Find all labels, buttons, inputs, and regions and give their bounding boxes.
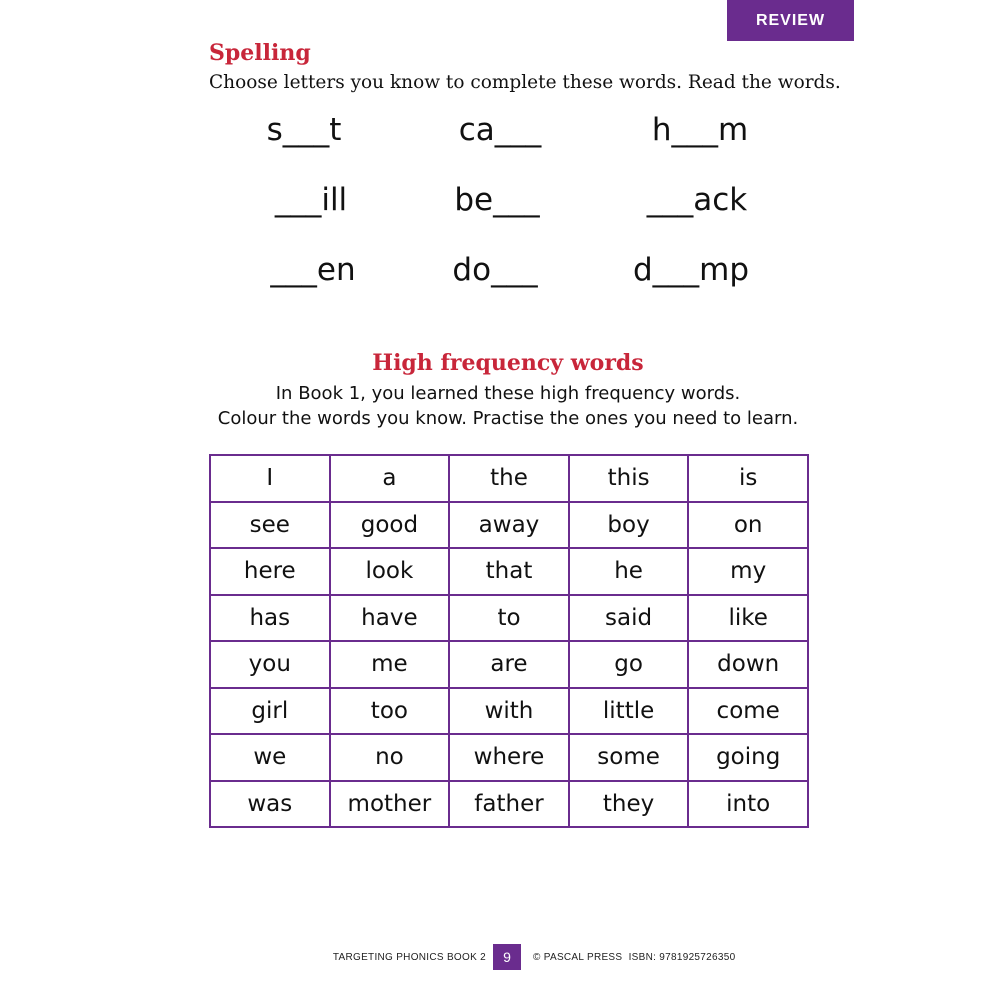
spelling-word: ca___: [458, 112, 542, 148]
table-row: [210, 688, 808, 735]
table-row: [210, 548, 808, 595]
spelling-word: ___ill: [274, 182, 348, 218]
footer-book-title: TARGETING PHONICS BOOK 2: [332, 952, 486, 963]
word-cell[interactable]: no: [330, 734, 450, 781]
footer-isbn: ISBN: 9781925726350: [628, 952, 736, 963]
word-cell[interactable]: said: [569, 595, 689, 642]
word-cell[interactable]: little: [569, 688, 689, 735]
table-row: [210, 641, 808, 688]
word-cell[interactable]: has: [210, 595, 330, 642]
word-cell[interactable]: into: [688, 781, 808, 828]
word-cell[interactable]: here: [210, 548, 330, 595]
footer-publisher: © PASCAL PRESS: [533, 952, 623, 963]
spelling-word: h___m: [651, 112, 749, 148]
word-cell[interactable]: away: [449, 502, 569, 549]
word-cell[interactable]: we: [210, 734, 330, 781]
table-row: [210, 595, 808, 642]
word-cell[interactable]: going: [688, 734, 808, 781]
spelling-heading: Spelling: [209, 40, 311, 66]
review-tab: REVIEW: [727, 0, 854, 41]
table-row: [210, 734, 808, 781]
word-cell[interactable]: this: [569, 455, 689, 502]
table-row: [210, 502, 808, 549]
spelling-word: do___: [452, 252, 538, 288]
word-cell[interactable]: I: [210, 455, 330, 502]
word-cell[interactable]: like: [688, 595, 808, 642]
word-cell[interactable]: my: [688, 548, 808, 595]
word-cell[interactable]: go: [569, 641, 689, 688]
word-cell[interactable]: he: [569, 548, 689, 595]
high-frequency-heading: High frequency words: [372, 350, 644, 376]
word-cell[interactable]: you: [210, 641, 330, 688]
high-frequency-intro: In Book 1, you learned these high frequency words.: [275, 383, 741, 404]
word-cell[interactable]: they: [569, 781, 689, 828]
word-cell[interactable]: a: [330, 455, 450, 502]
spelling-word: s___t: [266, 112, 342, 148]
word-cell[interactable]: good: [330, 502, 450, 549]
spelling-word: ___ack: [646, 182, 748, 218]
word-cell[interactable]: come: [688, 688, 808, 735]
word-cell[interactable]: boy: [569, 502, 689, 549]
word-cell[interactable]: see: [210, 502, 330, 549]
word-cell[interactable]: mother: [330, 781, 450, 828]
high-frequency-word-table: [209, 454, 809, 828]
word-cell[interactable]: have: [330, 595, 450, 642]
page-number: 9: [493, 944, 521, 970]
spelling-word: ___en: [270, 252, 356, 288]
spelling-word: d___mp: [632, 252, 750, 288]
word-cell[interactable]: that: [449, 548, 569, 595]
word-cell[interactable]: is: [688, 455, 808, 502]
word-cell[interactable]: to: [449, 595, 569, 642]
word-cell[interactable]: was: [210, 781, 330, 828]
word-cell[interactable]: with: [449, 688, 569, 735]
word-cell[interactable]: down: [688, 641, 808, 688]
word-cell[interactable]: some: [569, 734, 689, 781]
word-cell[interactable]: are: [449, 641, 569, 688]
word-cell[interactable]: the: [449, 455, 569, 502]
word-cell[interactable]: girl: [210, 688, 330, 735]
table-row: [210, 455, 808, 502]
spelling-word: be___: [454, 182, 540, 218]
high-frequency-instruction: Colour the words you know. Practise the ones you need to learn.: [217, 408, 799, 429]
table-row: [210, 781, 808, 828]
word-cell[interactable]: look: [330, 548, 450, 595]
word-cell[interactable]: where: [449, 734, 569, 781]
page-footer: [0, 944, 1000, 970]
word-cell[interactable]: on: [688, 502, 808, 549]
word-cell[interactable]: father: [449, 781, 569, 828]
word-cell[interactable]: me: [330, 641, 450, 688]
spelling-instruction: Choose letters you know to complete these words. Read the words.: [209, 72, 841, 93]
word-cell[interactable]: too: [330, 688, 450, 735]
footer-publisher-info: [533, 952, 735, 963]
